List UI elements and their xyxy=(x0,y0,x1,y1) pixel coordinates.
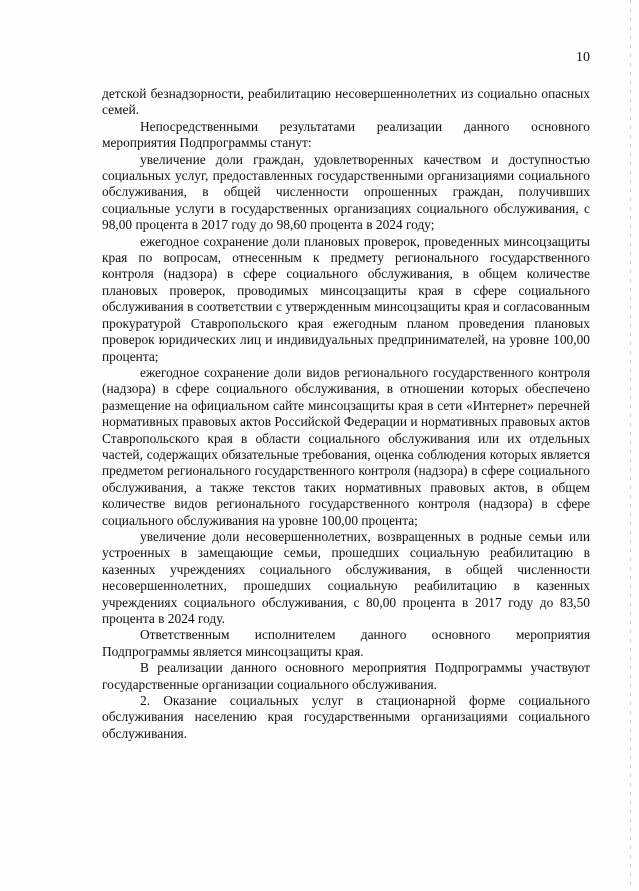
paragraph-results-intro: Непосредственными результатами реализации данного основного мероприятия Подпрограммы станут: xyxy=(102,118,590,151)
scan-edge xyxy=(630,0,631,891)
paragraph-continuation: детской безнадзорности, реабилитацию несовершеннолетних из социально опасных семей. xyxy=(102,86,590,118)
paragraph-minors-returned: увеличение доли несовершеннолетних, возвращенных в родные семьи или устроенных в замещающие семьи, прошедших социальную реабилитацию в казенных учреждениях социального обслуживания, в общей численности несовершеннолетних, прошедших социальную реабилитацию в казенных учреждениях социального обслуживания, с 80,00 процента в 2017 году до 83,50 процента в 2024 году. xyxy=(102,528,590,626)
paragraph-participants: В реализации данного основного мероприятия Подпрограммы участвуют государственные организации социального обслуживания. xyxy=(102,660,590,692)
paragraph-section-2-heading: 2. Оказание социальных услуг в стационарной форме социального обслуживания населению края государственными организациями социального обслуживания. xyxy=(102,693,590,741)
paragraph-responsible-executor: Ответственным исполнителем данного основного мероприятия Подпрограммы является минсоцзащиты края. xyxy=(102,627,590,659)
paragraph-control-types: ежегодное сохранение доли видов регионального государственного контроля (надзора) в сфере социального обслуживания, в отношении которых обеспечено размещение на официальном сайте минсоцзащиты края в сети «Интернет» перечней нормативных правовых актов Российской Федерации и нормативных правовых актов Ставропольского края в области социального обслуживания или их отдельных частей, содержащих обязательные требования, оценка соблюдения которых является предметом регионального государственного контроля (надзора) в сфере социального обслуживания, а также текстов таких нормативных правовых актов, в общем количестве видов регионального государственного контроля (надзора) в сфере социального обслуживания на уровне 100,00 процента; xyxy=(102,364,590,528)
page-number: 10 xyxy=(576,50,590,65)
document-body xyxy=(102,86,590,742)
paragraph-planned-inspections: ежегодное сохранение доли плановых проверок, проведенных минсоцзащиты края по вопросам, отнесенным к предмету регионального государственного контроля (надзора) в сфере социального обслуживания, в общем количестве плановых проверок, проводимых минсоцзащиты края в сфере социального обслуживания в соответствии с утвержденным минсоцзащиты края и согласованным прокуратурой Ставропольского края ежегодным планом проведения плановых проверок юридических лиц и индивидуальных предпринимателей, на уровне 100,00 процента; xyxy=(102,233,590,364)
paragraph-satisfaction-share: увеличение доли граждан, удовлетворенных качеством и доступностью социальных услуг, предоставленных государственными организациями социального обслуживания, в общей численности опрошенных граждан, получивших социальные услуги в государственных организациях социального обслуживания, с 98,00 процента в 2017 году до 98,60 процента в 2024 году; xyxy=(102,151,590,233)
